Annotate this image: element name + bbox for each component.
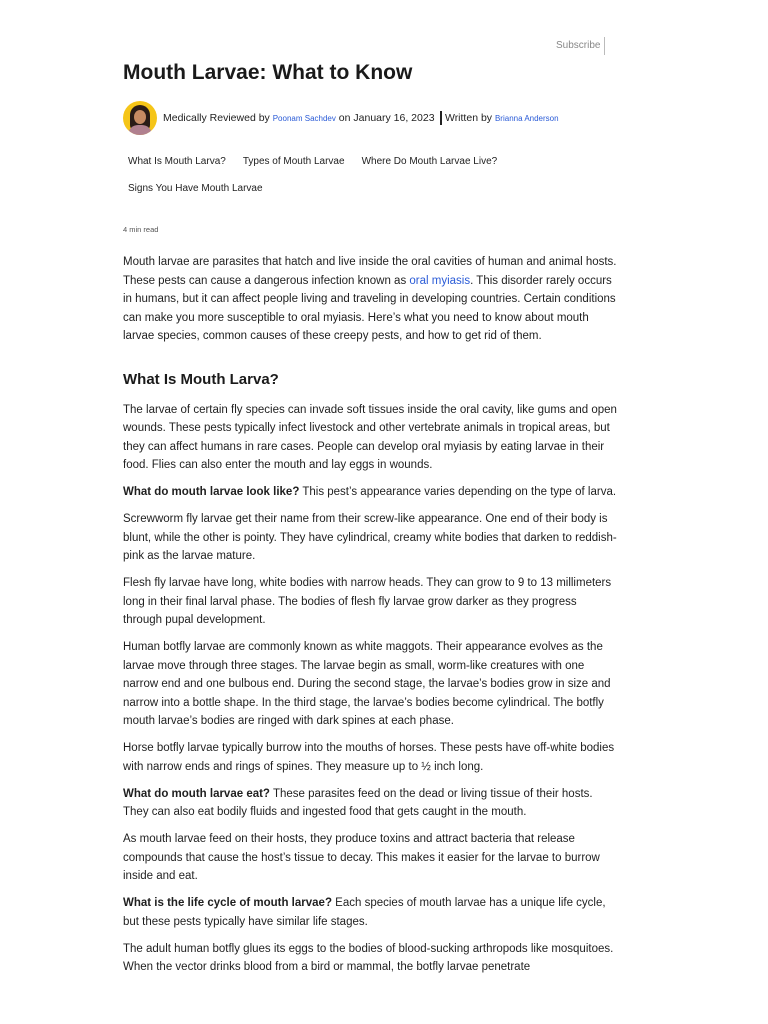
paragraph: The adult human botfly glues its eggs to the bodies of blood-sucking arthropods like mosquitoes. When the vector drinks blood from a bird or mammal, the botfly larvae penetrate: [123, 942, 614, 973]
article-body: [123, 253, 618, 985]
paragraph: As mouth larvae feed on their hosts, they produce toxins and attract bacteria that release compounds that cause the host’s tissue to decay. This makes it easier for the larvae to burrow inside and eat.: [123, 833, 600, 882]
question-bold: What do mouth larvae look like?: [123, 486, 300, 498]
table-of-contents: [128, 156, 608, 194]
author-link[interactable]: Brianna Anderson: [494, 113, 559, 123]
section-heading: What Is Mouth Larva?: [123, 370, 279, 388]
paragraph: Human botfly larvae are commonly known as white maggots. Their appearance evolves as the larvae move through three stages. The larvae begin as small, worm-like creatures with one narrow end and one bulbous end. During the second stage, the larvae’s bodies grow in size and narrow into a bottle shape. In the third stage, the larvae’s bodies become cylindrical. The botfly mouth larvae’s bodies are ringed with dark spines at each phase.: [123, 641, 611, 727]
toc-link-where-live[interactable]: Where Do Mouth Larvae Live?: [361, 156, 498, 167]
paragraph: Flesh fly larvae have long, white bodies with narrow heads. They can grow to 9 to 13 millimeters long in their final larval phase. The bodies of flesh fly larvae grow darker as they progress through pupal development.: [123, 577, 612, 626]
paragraph: What do mouth larvae look like? This pest’s appearance varies depending on the type of larva.: [123, 486, 617, 498]
paragraph: Screwworm fly larvae get their name from their screw-like appearance. One end of their body is blunt, while the other is pointy. They have cylindrical, creamy white bodies that darken to reddish-pink as the larvae mature.: [123, 513, 617, 562]
toc-link-what-is[interactable]: What Is Mouth Larva?: [128, 156, 226, 167]
question-bold: What is the life cycle of mouth larvae?: [123, 897, 332, 909]
author-avatar[interactable]: [123, 101, 157, 135]
review-date: on January 16, 2023: [338, 112, 435, 124]
paragraph: What is the life cycle of mouth larvae? Each species of mouth larvae has a unique life cycle, but these pests typically have similar life stages.: [123, 897, 606, 928]
header-divider: [604, 37, 605, 55]
paragraph: What do mouth larvae eat? These parasites feed on the dead or living tissue of their hosts. They can also eat bodily fluids and ingested food that gets caught in the mouth.: [123, 787, 593, 818]
toc-link-signs[interactable]: Signs You Have Mouth Larvae: [128, 183, 263, 194]
read-time: 4 min read: [123, 225, 159, 234]
subscribe-link[interactable]: Subscribe: [556, 40, 601, 51]
intro-paragraph: Mouth larvae are parasites that hatch and live inside the oral cavities of human and animal hosts. These pests can cause a dangerous infection known as oral myiasis. This disorder rarely occurs in humans, but it can affect people living and traveling in developing countries. Certain conditions can make you more susceptible to oral myiasis. Here’s what you need to know about mouth larvae species, common causes of these creepy pests, and how to get rid of them.: [123, 256, 617, 342]
paragraph: The larvae of certain fly species can invade soft tissues inside the oral cavity, like gums and open wounds. These pests typically infect livestock and other vertebrate animals in tropical areas, but they can affect humans in rare cases. People can develop oral myiasis by eating larvae in their food. Flies can also enter the mouth and lay eggs in wounds.: [123, 403, 617, 471]
reviewer-link[interactable]: Poonam Sachdev: [272, 113, 336, 123]
article-title: Mouth Larvae: What to Know: [123, 61, 413, 84]
paragraph: Horse botfly larvae typically burrow into the mouths of horses. These pests have off-white bodies with narrow ends and rings of spines. They measure up to ½ inch long.: [123, 742, 615, 773]
oral-myiasis-link[interactable]: oral myiasis: [409, 274, 471, 287]
byline-separator: [440, 111, 442, 125]
written-by-label: Written by: [444, 112, 493, 124]
byline: [123, 101, 559, 135]
reviewed-by-label: Medically Reviewed by: [163, 112, 270, 124]
question-bold: What do mouth larvae eat?: [123, 787, 270, 800]
toc-link-types[interactable]: Types of Mouth Larvae: [242, 156, 345, 167]
